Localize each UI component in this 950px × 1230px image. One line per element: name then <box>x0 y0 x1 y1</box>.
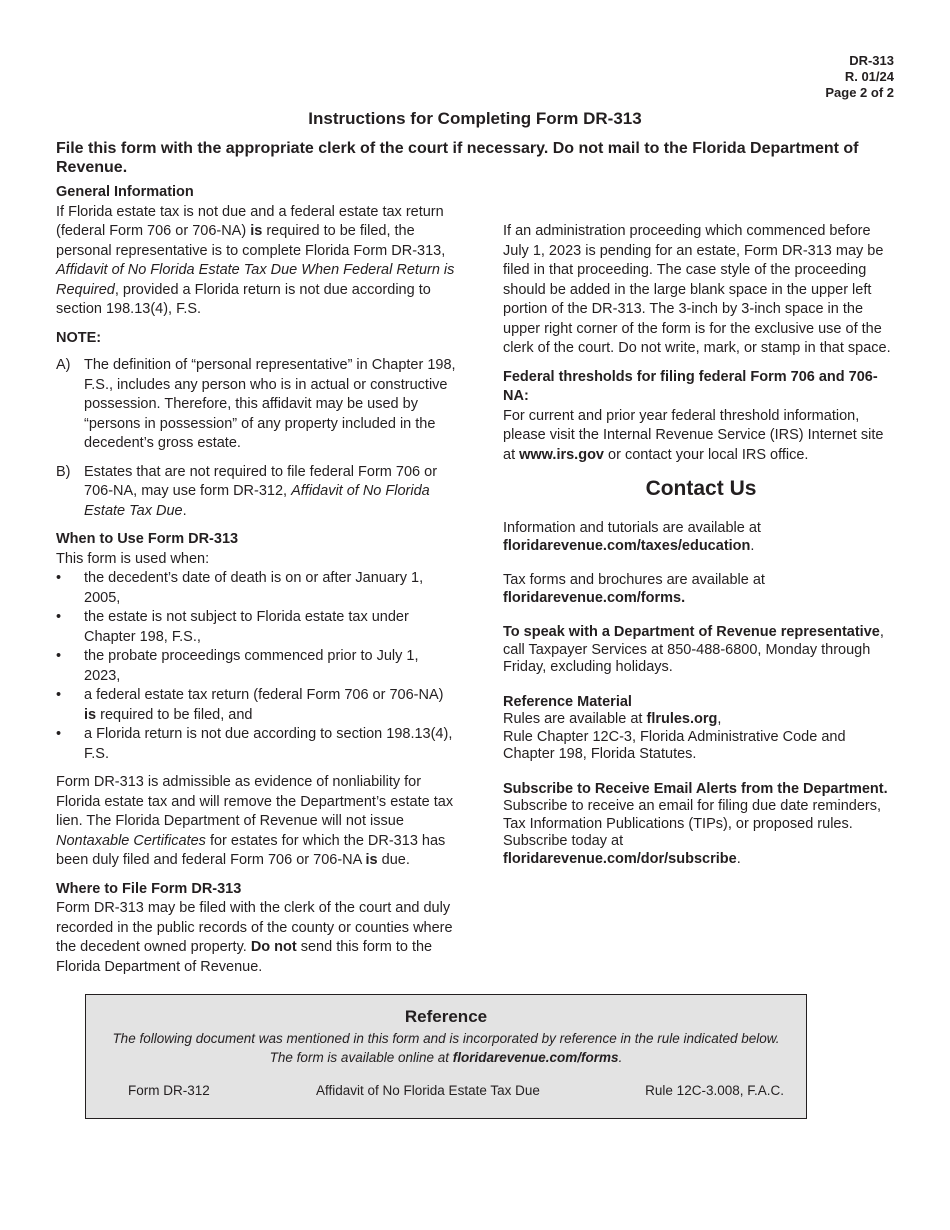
reference-form-name: Affidavit of No Florida Estate Tax Due <box>316 1083 540 1098</box>
reference-box-description <box>86 1029 806 1067</box>
administration-paragraph: If an administration proceeding which commenced before July 1, 2023 is pending for an estate, Form DR-313 may be filed in that proceeding. The case style of the proceeding should be added in the large blank space in the upper left portion of the DR-313. The 3-inch by 3-inch space in the upper right corner of the form is for the exclusive use of the clerk of the court. Do not write, mark, or stamp in that space. <box>503 223 891 356</box>
ref-text-2: , <box>717 711 722 727</box>
where-text: Form DR-313 may be filed with the clerk of the court and duly recorded in the public records of the county or counties where the decedent owned property. <box>56 900 453 955</box>
admissible-text-3: due. <box>377 852 410 868</box>
general-text-2: required to be filed, the personal representative is to complete Florida Form DR-313, <box>56 223 446 259</box>
general-information-section <box>56 183 456 320</box>
left-column <box>56 183 456 986</box>
info-end: . <box>750 537 755 554</box>
thresholds-heading: Federal thresholds for filing federal Form 706 and 706-NA: <box>503 368 878 404</box>
ref-text: Rules are available at <box>503 711 647 727</box>
subscribe-end: . <box>736 850 741 867</box>
admissible-text-1: Form DR-313 is admissible as evidence of nonliability for Florida estate tax and will remove the Department’s estate tax lien. The Florida Department of Revenue will not issue <box>56 774 454 829</box>
list-item-text <box>84 686 456 725</box>
reference-desc-end: . <box>618 1050 623 1065</box>
filing-notice: File this form with the appropriate clerk of the court if necessary. Do not mail to the Florida Department of Revenue. <box>56 140 859 176</box>
bullet-icon: • <box>56 609 62 625</box>
list-item <box>56 569 456 608</box>
forms-link[interactable]: floridarevenue.com/forms. <box>503 589 686 606</box>
reference-material-heading: Reference Material <box>503 693 632 710</box>
list-item-text: the estate is not subject to Florida estate tax under Chapter 198, F.S., <box>84 609 409 645</box>
note-b-italic: Affidavit of No Florida Estate Tax Due <box>84 483 430 519</box>
general-text-3: , provided a Florida return is not due according to section 198.13(4), F.S. <box>56 281 431 317</box>
subscribe-link[interactable]: floridarevenue.com/dor/subscribe <box>503 850 737 867</box>
reference-form-number: Form DR-312 <box>128 1083 210 1098</box>
reference-forms-link[interactable]: floridarevenue.com/forms <box>452 1050 619 1065</box>
general-information-heading: General Information <box>56 184 194 200</box>
note-item-a <box>56 356 456 454</box>
form-number: DR-313 <box>849 53 894 68</box>
note-text-b <box>84 463 456 522</box>
page-number: Page 2 of 2 <box>825 85 894 100</box>
general-bold-is: is <box>250 223 263 239</box>
contact-forms-block <box>503 572 899 607</box>
page-title: Instructions for Completing Form DR-313 <box>308 109 642 128</box>
when-intro: This form is used when: <box>56 550 210 567</box>
form-revision: R. 01/24 <box>844 69 894 84</box>
note-b-end: . <box>182 502 187 519</box>
thresholds-section <box>503 368 899 466</box>
b4-pre: a federal estate tax return (federal Form 706 or 706-NA) <box>84 687 444 703</box>
flrules-link[interactable]: flrules.org <box>646 711 718 727</box>
reference-box-title: Reference <box>404 1007 488 1026</box>
when-to-use-section <box>56 530 456 764</box>
reference-desc-2: The form is available online at <box>269 1050 453 1065</box>
reference-box <box>85 994 807 1119</box>
b4-post: required to be filed, and <box>96 706 253 723</box>
education-link[interactable]: floridarevenue.com/taxes/education <box>503 537 751 554</box>
bullet-icon: • <box>56 570 62 586</box>
bullet-icon: • <box>56 687 62 703</box>
note-item-b <box>56 463 456 522</box>
thresholds-text: For current and prior year federal threshold information, please visit the Internal Revenue Service (IRS) Internet site at <box>503 407 884 463</box>
list-item <box>56 647 456 686</box>
list-item-text: a Florida return is not due according to section 198.13(4), F.S. <box>84 726 453 762</box>
form-header <box>825 53 894 101</box>
list-item-text: the decedent’s date of death is on or after January 1, 2005, <box>84 570 424 606</box>
reference-desc-1: The following document was mentioned in this form and is incorporated by reference in the rule indicated below. <box>112 1031 780 1046</box>
when-bullet-list <box>56 569 456 764</box>
note-text-a: The definition of “personal representative” in Chapter 198, F.S., includes any person who is in actual or constructive possession. Therefore, this affidavit may be used by “persons in possession” of any property included in the decedent’s gross estate. <box>84 357 456 451</box>
speak-text: , call Taxpayer Services at 850-488-6800, Monday through Friday, excluding holidays. <box>503 624 884 675</box>
contact-phone-block <box>503 624 899 677</box>
list-item <box>56 725 456 764</box>
subscribe-block <box>503 781 899 869</box>
where-to-file-heading: Where to File Form DR-313 <box>56 880 242 897</box>
note-b-main: Estates that are not required to file federal Form 706 or 706-NA, may use form DR-312, <box>84 463 438 499</box>
where-to-file-section <box>56 880 456 978</box>
list-item <box>56 686 456 725</box>
bullet-icon: • <box>56 726 62 742</box>
ref-text-3: Rule Chapter 12C-3, Florida Administrative Code and Chapter 198, Florida Statutes. <box>503 728 846 762</box>
when-to-use-heading: When to Use Form DR-313 <box>56 531 239 547</box>
reference-rule: Rule 12C-3.008, F.A.C. <box>645 1083 784 1098</box>
note-heading: NOTE: <box>56 329 102 346</box>
irs-link[interactable]: www.irs.gov <box>519 446 604 463</box>
list-item-text: the probate proceedings commenced prior to July 1, 2023, <box>84 648 419 684</box>
continued-text-spacer <box>503 183 899 222</box>
admissible-italic: Nontaxable Certificates <box>56 832 206 849</box>
list-item <box>56 608 456 647</box>
subscribe-heading: Subscribe to Receive Email Alerts from the Department. <box>503 780 888 797</box>
subscribe-text: Subscribe to receive an email for filing due date reminders, Tax Information Publications (TIPs), or proposed rules. Subscribe today at <box>503 798 881 849</box>
general-text-1: If Florida estate tax is not due and a federal estate tax return (federal Form 706 or 706-NA) <box>56 203 444 239</box>
contact-info-block <box>503 520 899 555</box>
thresholds-end: or contact your local IRS office. <box>604 446 809 463</box>
forms-text: Tax forms and brochures are available at <box>503 572 765 588</box>
where-end: send this form to the Florida Department of Revenue. <box>56 939 433 975</box>
bullet-icon: • <box>56 648 62 664</box>
b4-bold: is <box>84 706 97 723</box>
affidavit-title-italic: Affidavit of No Florida Estate Tax Due When Federal Return is Required <box>56 262 455 298</box>
speak-bold: To speak with a Department of Revenue representative <box>503 624 880 640</box>
note-label-a: A) <box>56 357 71 373</box>
note-list <box>56 356 456 521</box>
info-text: Information and tutorials are available at <box>503 520 761 536</box>
where-bold: Do not <box>250 939 297 955</box>
admissible-paragraph <box>56 773 456 871</box>
right-column <box>503 183 899 885</box>
reference-material-block <box>503 694 899 764</box>
note-label-b: B) <box>56 463 71 480</box>
admissible-bold: is <box>365 852 378 868</box>
contact-us-heading: Contact Us <box>645 477 757 500</box>
admissible-text-2: for estates for which the DR-313 has been duly filed and federal Form 706 or 706-NA <box>56 832 446 868</box>
